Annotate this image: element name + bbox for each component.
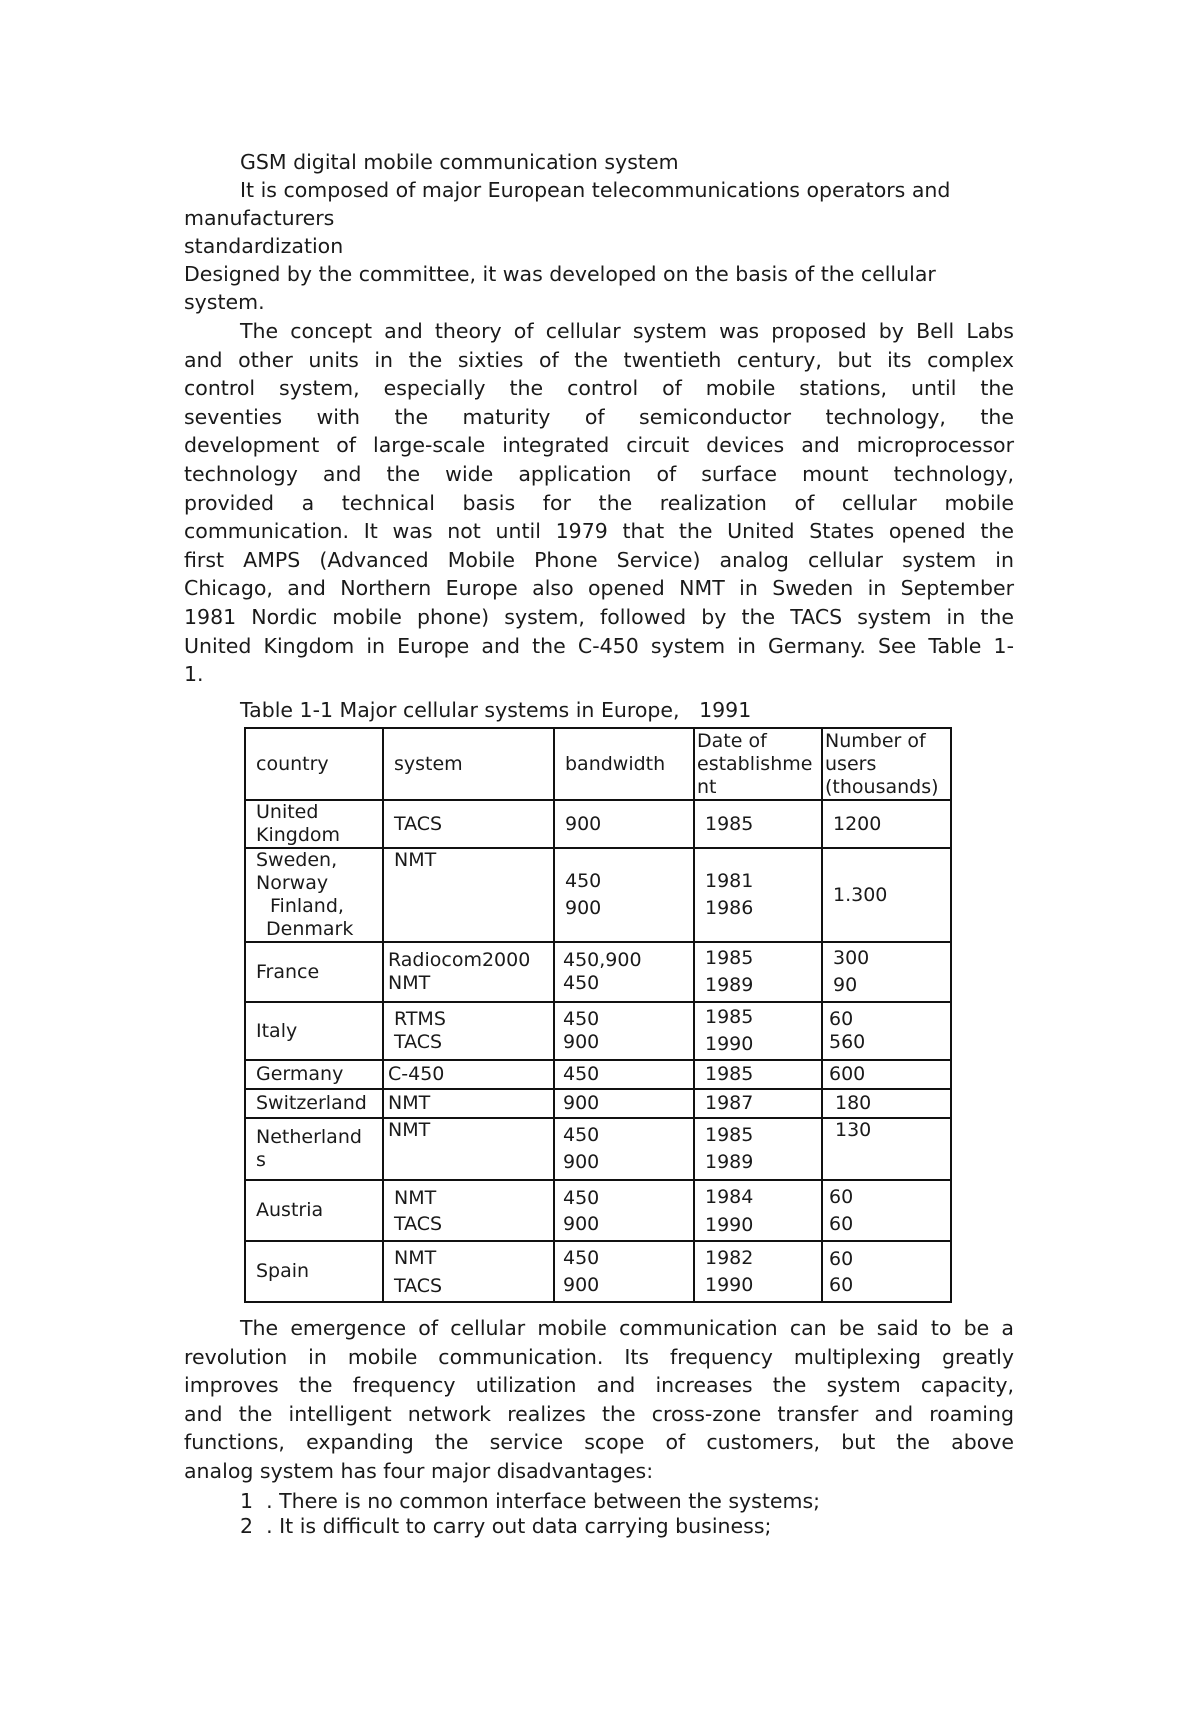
cell-country: Switzerland [245, 1089, 383, 1118]
intro-line: It is composed of major European telecommunications operators and [240, 178, 951, 202]
cell-system: RTMS TACS [383, 1002, 554, 1060]
paragraph-line: control system, especially the control of mobile stations, until the [184, 376, 1014, 400]
cell-date: 1985 1990 [694, 1002, 822, 1060]
cell-bandwidth: 450 900 [554, 1118, 694, 1180]
cell-system: TACS [383, 800, 554, 848]
paragraph-line: revolution in mobile communication. Its frequency multiplexing greatly [184, 1345, 1014, 1369]
header-users-line: Number of [825, 729, 926, 752]
cell-users: 60 60 [822, 1241, 951, 1302]
paragraph-line: and the intelligent network realizes the cross-zone transfer and roaming [184, 1402, 1014, 1426]
cell-users: 60 560 [822, 1002, 951, 1060]
table-row [245, 1002, 951, 1060]
header-users [822, 728, 951, 800]
paragraph-line: improves the frequency utilization and increases the system capacity, [184, 1373, 1014, 1397]
paragraph-line: first AMPS (Advanced Mobile Phone Service) analog cellular system in [184, 548, 1014, 572]
cell-system: Radiocom2000 NMT [383, 942, 554, 1002]
cell-date: 1985 1989 [694, 942, 822, 1002]
paragraph-line: 1981 Nordic mobile phone) system, followed by the TACS system in the [184, 605, 1014, 629]
table-row [245, 800, 951, 848]
cell-country: Netherland s [245, 1118, 383, 1180]
document-title: GSM digital mobile communication system [240, 150, 679, 174]
header-bandwidth: bandwidth [554, 728, 694, 800]
paragraph-line: functions, expanding the service scope of customers, but the above [184, 1430, 1014, 1454]
header-date-line: Date of [697, 729, 767, 752]
cell-bandwidth: 900 [554, 1089, 694, 1118]
cell-system: NMT [383, 1089, 554, 1118]
cell-users: 60 60 [822, 1180, 951, 1241]
cell-country: France [245, 942, 383, 1002]
cell-users: 1200 [822, 800, 951, 848]
paragraph-line: 1. [184, 662, 204, 686]
cell-users: 130 [822, 1118, 951, 1180]
cell-users: 180 [822, 1089, 951, 1118]
header-system: system [383, 728, 554, 800]
cell-country: United Kingdom [245, 800, 383, 848]
header-users-line: users [825, 752, 877, 775]
table-row [245, 848, 951, 942]
cell-bandwidth: 900 [554, 800, 694, 848]
table-caption: Table 1-1 Major cellular systems in Europe, 1991 [240, 698, 752, 722]
header-date [694, 728, 822, 800]
paragraph-line: The emergence of cellular mobile communication can be said to be a [240, 1316, 1014, 1340]
cell-country: Austria [245, 1180, 383, 1241]
cell-country: Sweden, Norway Finland, Denmark [245, 848, 383, 942]
table-row [245, 1118, 951, 1180]
table-row [245, 942, 951, 1002]
table-row [245, 1241, 951, 1302]
cell-system: C-450 [383, 1060, 554, 1089]
cell-bandwidth: 450 900 [554, 1241, 694, 1302]
cell-date: 1985 [694, 800, 822, 848]
cell-users: 600 [822, 1060, 951, 1089]
intro-line: Designed by the committee, it was developed on the basis of the cellular [184, 262, 936, 286]
cell-system: NMT [383, 1118, 554, 1180]
cell-date: 1985 [694, 1060, 822, 1089]
header-country: country [245, 728, 383, 800]
list-item: 2 . It is difficult to carry out data carrying business; [240, 1514, 772, 1538]
cell-bandwidth: 450 900 [554, 1002, 694, 1060]
cell-system: NMT [383, 848, 554, 942]
paragraph-line: technology and the wide application of surface mount technology, [184, 462, 1014, 486]
cell-date: 1981 1986 [694, 848, 822, 942]
paragraph-line: United Kingdom in Europe and the C-450 system in Germany. See Table 1- [184, 634, 1014, 658]
cell-users: 1.300 [822, 848, 951, 942]
header-date-line: nt [697, 775, 717, 798]
table-row [245, 1089, 951, 1118]
paragraph-line: development of large-scale integrated circuit devices and microprocessor [184, 433, 1014, 457]
intro-line: standardization [184, 234, 344, 258]
paragraph-line: analog system has four major disadvantages: [184, 1459, 654, 1483]
cell-country: Italy [245, 1002, 383, 1060]
intro-line: system. [184, 290, 265, 314]
paragraph-line: provided a technical basis for the realization of cellular mobile [184, 491, 1014, 515]
intro-line: manufacturers [184, 206, 335, 230]
cell-system: NMT TACS [383, 1180, 554, 1241]
table-row [245, 1060, 951, 1089]
paragraph-line: seventies with the maturity of semiconductor technology, the [184, 405, 1014, 429]
cell-date: 1987 [694, 1089, 822, 1118]
cellular-systems-table [244, 727, 952, 1303]
header-users-line: (thousands) [825, 775, 939, 798]
cell-bandwidth: 450 900 [554, 848, 694, 942]
cell-users: 300 90 [822, 942, 951, 1002]
cell-bandwidth: 450 [554, 1060, 694, 1089]
header-date-line: establishme [697, 752, 813, 775]
cell-date: 1985 1989 [694, 1118, 822, 1180]
list-item: 1 . There is no common interface between the systems; [240, 1489, 821, 1513]
paragraph-line: and other units in the sixties of the twentieth century, but its complex [184, 348, 1014, 372]
cell-bandwidth: 450 900 [554, 1180, 694, 1241]
paragraph-line: communication. It was not until 1979 that the United States opened the [184, 519, 1014, 543]
cell-date: 1984 1990 [694, 1180, 822, 1241]
paragraph-line: The concept and theory of cellular system was proposed by Bell Labs [240, 319, 1014, 343]
cell-country: Germany [245, 1060, 383, 1089]
table-header-row [245, 728, 951, 800]
cell-bandwidth: 450,900 450 [554, 942, 694, 1002]
cell-country: Spain [245, 1241, 383, 1302]
cell-system: NMT TACS [383, 1241, 554, 1302]
table-row [245, 1180, 951, 1241]
paragraph-line: Chicago, and Northern Europe also opened NMT in Sweden in September [184, 576, 1014, 600]
cell-date: 1982 1990 [694, 1241, 822, 1302]
